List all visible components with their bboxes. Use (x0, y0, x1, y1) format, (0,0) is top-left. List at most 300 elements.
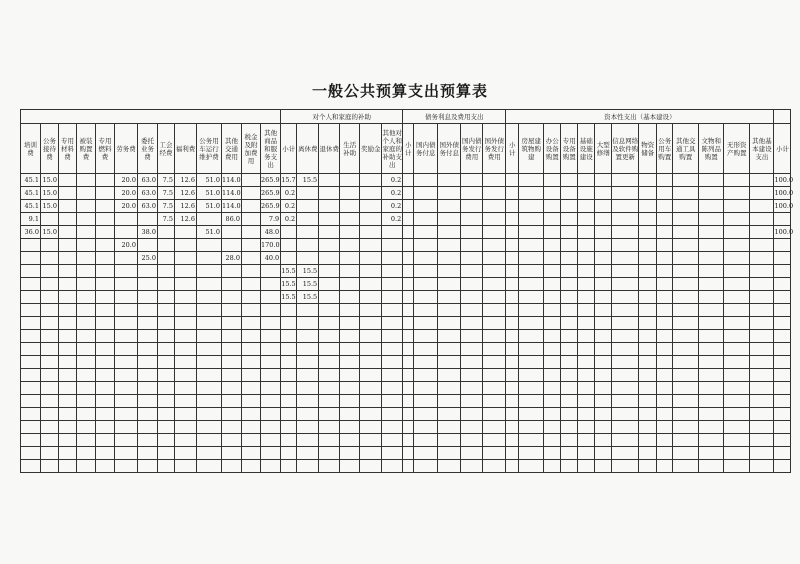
column-header: 其他对个人和家庭的补助支出 (382, 124, 403, 174)
table-cell (96, 213, 115, 226)
table-cell (175, 317, 197, 330)
table-cell (319, 187, 340, 200)
table-cell (158, 278, 175, 291)
table-cell (461, 278, 483, 291)
table-cell (639, 187, 657, 200)
column-header: 国外债务付息 (438, 124, 461, 174)
table-cell (21, 395, 41, 408)
table-cell (41, 239, 59, 252)
table-cell (483, 434, 506, 447)
table-row (21, 187, 791, 200)
table-cell (595, 408, 612, 421)
table-cell (77, 174, 96, 187)
table-cell (59, 421, 77, 434)
table-cell (699, 408, 724, 421)
table-cell (612, 356, 639, 369)
table-row (21, 343, 791, 356)
table-cell (699, 278, 724, 291)
table-cell (197, 356, 222, 369)
table-cell (483, 356, 506, 369)
table-cell (222, 317, 242, 330)
table-cell (774, 317, 791, 330)
table-cell (242, 187, 261, 200)
table-cell (724, 174, 750, 187)
table-cell (297, 356, 319, 369)
table-row (21, 252, 791, 265)
table-cell (461, 252, 483, 265)
table-cell (297, 434, 319, 447)
table-cell (595, 226, 612, 239)
table-cell (21, 408, 41, 421)
table-cell (340, 265, 360, 278)
table-cell (544, 408, 561, 421)
table-cell (41, 330, 59, 343)
table-cell (595, 434, 612, 447)
table-cell (115, 317, 138, 330)
table-cell (578, 291, 595, 304)
table-cell (519, 356, 544, 369)
table-cell (461, 200, 483, 213)
table-cell (438, 278, 461, 291)
table-cell: 265.9 (261, 174, 281, 187)
table-cell (561, 434, 578, 447)
table-cell (242, 213, 261, 226)
table-cell (544, 278, 561, 291)
table-cell (403, 278, 414, 291)
table-cell (483, 252, 506, 265)
table-cell (261, 395, 281, 408)
table-cell (414, 239, 438, 252)
table-cell (544, 252, 561, 265)
table-cell (319, 408, 340, 421)
table-cell (319, 265, 340, 278)
table-cell (724, 343, 750, 356)
table-cell (578, 174, 595, 187)
table-cell (77, 369, 96, 382)
table-cell (115, 265, 138, 278)
table-cell: 114.0 (222, 187, 242, 200)
table-cell (242, 330, 261, 343)
table-cell (438, 356, 461, 369)
table-cell: 15.5 (297, 278, 319, 291)
table-cell: 63.0 (138, 200, 158, 213)
table-cell: 15.5 (297, 265, 319, 278)
table-cell (612, 434, 639, 447)
table-cell (414, 356, 438, 369)
table-cell (297, 200, 319, 213)
table-cell (340, 174, 360, 187)
table-cell (483, 291, 506, 304)
table-cell (673, 252, 699, 265)
table-cell (414, 265, 438, 278)
table-cell (175, 278, 197, 291)
table-cell (59, 200, 77, 213)
table-cell (96, 408, 115, 421)
table-cell (612, 200, 639, 213)
table-cell (657, 421, 673, 434)
table-cell (138, 421, 158, 434)
table-row (21, 317, 791, 330)
table-cell (578, 369, 595, 382)
table-cell (612, 421, 639, 434)
table-cell (96, 187, 115, 200)
table-cell (175, 304, 197, 317)
table-cell (561, 200, 578, 213)
table-cell (414, 408, 438, 421)
table-cell (699, 460, 724, 473)
table-cell (506, 343, 519, 356)
table-cell (699, 187, 724, 200)
table-cell (360, 434, 382, 447)
table-cell (115, 382, 138, 395)
table-cell (483, 200, 506, 213)
table-cell (750, 356, 774, 369)
table-cell (561, 460, 578, 473)
table-cell (414, 304, 438, 317)
table-cell (158, 265, 175, 278)
table-cell (595, 213, 612, 226)
table-cell (138, 395, 158, 408)
table-cell (595, 382, 612, 395)
table-cell (612, 174, 639, 187)
table-cell (281, 382, 297, 395)
table-cell (483, 343, 506, 356)
table-cell (77, 330, 96, 343)
table-cell (506, 421, 519, 434)
table-cell (96, 200, 115, 213)
table-cell: 15.7 (281, 174, 297, 187)
table-cell (612, 447, 639, 460)
table-cell (724, 395, 750, 408)
column-header: 无形资产购置 (724, 124, 750, 174)
table-cell: 15.5 (297, 291, 319, 304)
table-cell (519, 434, 544, 447)
table-cell (319, 382, 340, 395)
table-cell (175, 408, 197, 421)
table-cell (595, 252, 612, 265)
table-cell (340, 317, 360, 330)
table-cell (158, 343, 175, 356)
table-cell (297, 395, 319, 408)
table-cell (561, 265, 578, 278)
table-cell (595, 200, 612, 213)
table-cell (360, 447, 382, 460)
table-cell (197, 252, 222, 265)
table-cell (41, 304, 59, 317)
table-cell (21, 291, 41, 304)
table-cell (261, 304, 281, 317)
column-header: 奖励金 (360, 124, 382, 174)
table-cell (340, 213, 360, 226)
table-cell (657, 369, 673, 382)
table-cell: 15.5 (281, 278, 297, 291)
table-cell (774, 382, 791, 395)
table-cell (138, 408, 158, 421)
table-cell (403, 317, 414, 330)
table-cell (774, 343, 791, 356)
table-cell (639, 382, 657, 395)
table-cell: 15.0 (41, 187, 59, 200)
table-cell (774, 291, 791, 304)
table-cell (360, 317, 382, 330)
table-cell (96, 434, 115, 447)
column-header: 生活补助 (340, 124, 360, 174)
table-cell (544, 460, 561, 473)
table-cell (175, 226, 197, 239)
table-cell (297, 226, 319, 239)
table-cell (673, 356, 699, 369)
table-cell (382, 382, 403, 395)
table-cell (673, 460, 699, 473)
group-header-capital: 资本性支出（基本建设） (506, 110, 774, 124)
table-cell (595, 395, 612, 408)
table-cell: 15.5 (297, 174, 319, 187)
table-cell (561, 421, 578, 434)
table-cell (222, 343, 242, 356)
table-cell (382, 369, 403, 382)
table-cell (699, 434, 724, 447)
table-cell (461, 395, 483, 408)
table-cell (281, 447, 297, 460)
table-cell (699, 252, 724, 265)
table-cell (724, 200, 750, 213)
table-cell (59, 330, 77, 343)
table-cell (138, 317, 158, 330)
table-cell (724, 382, 750, 395)
table-cell (41, 356, 59, 369)
table-cell (115, 278, 138, 291)
table-cell (750, 382, 774, 395)
table-cell (673, 330, 699, 343)
table-cell (639, 278, 657, 291)
table-cell: 51.0 (197, 226, 222, 239)
table-cell (578, 317, 595, 330)
table-cell (461, 330, 483, 343)
table-cell (595, 356, 612, 369)
table-cell (59, 369, 77, 382)
table-cell (261, 447, 281, 460)
table-cell (21, 356, 41, 369)
table-cell (612, 343, 639, 356)
table-cell (506, 356, 519, 369)
table-cell (96, 460, 115, 473)
table-cell (96, 265, 115, 278)
table-cell (197, 434, 222, 447)
table-cell (519, 369, 544, 382)
table-cell (544, 239, 561, 252)
table-cell: 15.0 (41, 174, 59, 187)
table-cell (138, 265, 158, 278)
table-cell (340, 252, 360, 265)
table-cell (414, 278, 438, 291)
table-cell (261, 434, 281, 447)
column-header: 物资储备 (639, 124, 657, 174)
table-cell (657, 447, 673, 460)
table-cell (21, 343, 41, 356)
table-cell (774, 460, 791, 473)
table-cell (461, 265, 483, 278)
table-cell (96, 174, 115, 187)
table-cell (483, 447, 506, 460)
table-cell: 0.2 (281, 187, 297, 200)
table-cell (438, 226, 461, 239)
table-cell (41, 369, 59, 382)
table-cell: 36.0 (21, 226, 41, 239)
group-header-subsidy: 对个人和家庭的补助 (281, 110, 403, 124)
table-cell: 7.5 (158, 174, 175, 187)
table-cell (96, 304, 115, 317)
table-cell (175, 434, 197, 447)
column-header: 委托业务费 (138, 124, 158, 174)
column-header: 小计 (506, 124, 519, 174)
table-cell (724, 291, 750, 304)
table-cell (595, 421, 612, 434)
table-cell (382, 278, 403, 291)
table-cell (197, 460, 222, 473)
table-cell: 0.2 (281, 213, 297, 226)
table-cell (77, 265, 96, 278)
table-cell: 86.0 (222, 213, 242, 226)
table-cell (340, 447, 360, 460)
table-cell (595, 317, 612, 330)
table-row (21, 434, 791, 447)
table-cell (544, 187, 561, 200)
table-cell (724, 434, 750, 447)
table-cell (657, 304, 673, 317)
table-cell (461, 408, 483, 421)
table-cell (41, 265, 59, 278)
table-cell (657, 317, 673, 330)
table-cell (544, 382, 561, 395)
table-cell: 15.0 (41, 200, 59, 213)
table-cell (561, 252, 578, 265)
table-cell (261, 291, 281, 304)
table-cell (724, 408, 750, 421)
table-cell (544, 304, 561, 317)
table-cell (77, 278, 96, 291)
table-cell (382, 447, 403, 460)
table-cell (639, 291, 657, 304)
table-cell (319, 330, 340, 343)
table-cell (403, 395, 414, 408)
table-cell: 15.0 (41, 226, 59, 239)
table-cell (699, 317, 724, 330)
table-cell (438, 317, 461, 330)
table-cell (319, 369, 340, 382)
table-row (21, 382, 791, 395)
table-cell (639, 213, 657, 226)
table-cell (414, 395, 438, 408)
table-cell (21, 239, 41, 252)
table-cell (673, 174, 699, 187)
table-cell (115, 356, 138, 369)
table-cell (483, 304, 506, 317)
table-cell (561, 226, 578, 239)
table-cell (461, 434, 483, 447)
table-cell (578, 187, 595, 200)
table-cell: 51.0 (197, 187, 222, 200)
table-cell (506, 460, 519, 473)
table-cell (612, 369, 639, 382)
table-cell (657, 434, 673, 447)
table-cell (483, 369, 506, 382)
table-cell (77, 434, 96, 447)
table-cell (483, 278, 506, 291)
table-cell (595, 239, 612, 252)
table-cell (750, 200, 774, 213)
table-cell: 20.0 (115, 174, 138, 187)
table-cell (506, 239, 519, 252)
table-cell: 63.0 (138, 174, 158, 187)
table-cell (544, 213, 561, 226)
table-cell (197, 343, 222, 356)
table-cell (197, 395, 222, 408)
table-cell (612, 226, 639, 239)
table-cell (319, 356, 340, 369)
table-cell (281, 317, 297, 330)
table-cell (197, 369, 222, 382)
table-cell (281, 252, 297, 265)
table-cell (461, 421, 483, 434)
table-cell (138, 291, 158, 304)
table-cell (774, 356, 791, 369)
table-cell (41, 252, 59, 265)
table-cell (414, 460, 438, 473)
table-cell (41, 382, 59, 395)
table-cell (506, 187, 519, 200)
table-cell (438, 239, 461, 252)
table-row (21, 356, 791, 369)
table-cell (673, 369, 699, 382)
table-cell (382, 343, 403, 356)
table-cell (382, 291, 403, 304)
table-cell (41, 278, 59, 291)
table-cell (414, 369, 438, 382)
table-cell (21, 265, 41, 278)
table-cell (403, 304, 414, 317)
table-cell (612, 265, 639, 278)
table-cell (673, 265, 699, 278)
table-cell (59, 265, 77, 278)
table-cell: 100.0 (774, 200, 791, 213)
table-cell (77, 460, 96, 473)
table-cell (297, 421, 319, 434)
table-cell (175, 447, 197, 460)
table-cell (438, 343, 461, 356)
table-cell (242, 265, 261, 278)
column-header: 被装购置费 (77, 124, 96, 174)
column-header: 国内债务付息 (414, 124, 438, 174)
table-cell (319, 395, 340, 408)
table-cell (138, 304, 158, 317)
table-cell (77, 252, 96, 265)
table-cell (483, 317, 506, 330)
group-header-row (21, 110, 791, 124)
table-cell: 63.0 (138, 187, 158, 200)
table-cell (506, 447, 519, 460)
table-cell (222, 434, 242, 447)
table-cell (595, 304, 612, 317)
table-cell (657, 200, 673, 213)
table-cell (21, 278, 41, 291)
table-cell: 45.1 (21, 200, 41, 213)
table-cell (438, 369, 461, 382)
table-cell (197, 317, 222, 330)
table-cell (657, 213, 673, 226)
table-cell (595, 187, 612, 200)
table-cell (612, 460, 639, 473)
table-cell (319, 447, 340, 460)
